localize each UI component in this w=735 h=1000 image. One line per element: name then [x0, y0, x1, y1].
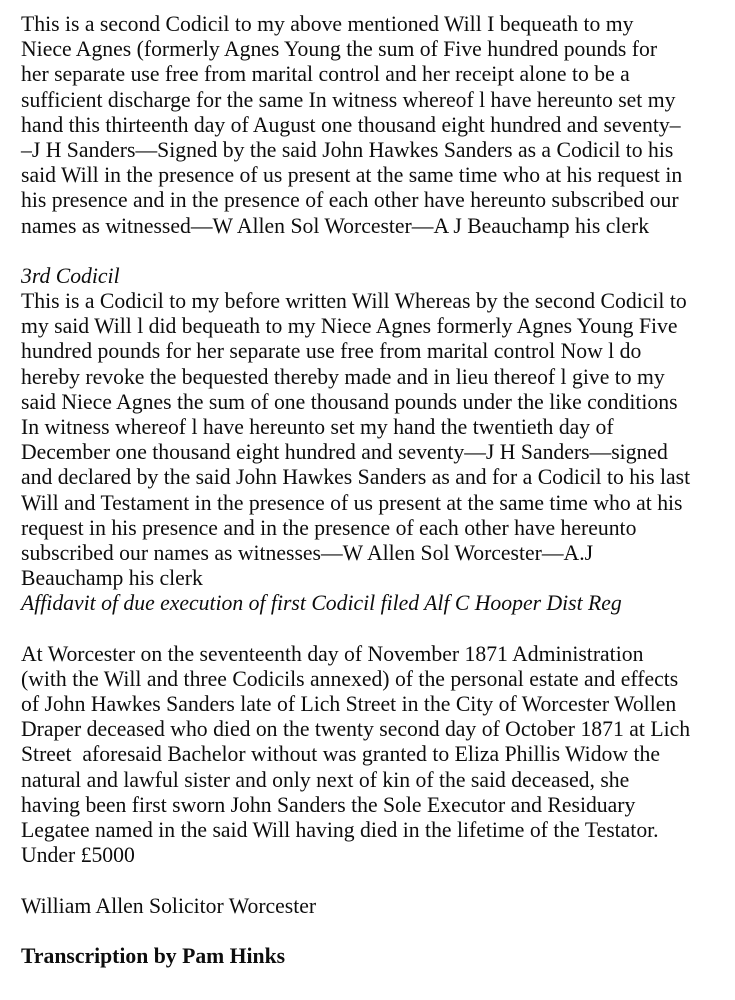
text-line: In witness whereof l have hereunto set my hand the twentieth day of — [21, 415, 614, 439]
text-line: Affidavit of due execution of first Codicil filed Alf C Hooper Dist Reg — [21, 591, 622, 616]
text-line: hand this thirteenth day of August one thousand eight hundred and seventy– — [21, 112, 681, 137]
text-line: sufficient discharge for the same In witness whereof l have hereunto set my — [21, 87, 676, 112]
text-line: natural and lawful sister and only next of kin of the said deceased, she — [21, 767, 630, 792]
text-line: December one thousand eight hundred and seventy—J H Sanders—signed — [21, 440, 668, 465]
text-line: her separate use free from marital control and her receipt alone to be a — [21, 62, 630, 87]
blank-line — [21, 617, 723, 642]
third-codicil-paragraph — [21, 289, 723, 591]
text-line: Beauchamp his clerk — [21, 566, 203, 591]
blank-line — [21, 868, 723, 893]
spacer — [21, 919, 723, 944]
text-line: Under £5000 — [21, 843, 135, 868]
text-line: Niece Agnes (formerly Agnes Young the sum of Five hundred pounds for — [21, 37, 658, 62]
text-line: At Worcester on the seventeenth day of November 1871 Administration — [21, 641, 644, 666]
text-line: request in his presence and in the presence of each other have hereunto — [21, 515, 637, 540]
text-line: Will and Testament in the presence of us present at the same time who at his — [21, 490, 683, 515]
text-line: names as witnessed—W Allen Sol Worcester—A J Beauchamp his clerk — [21, 213, 650, 238]
text-line: This is a Codicil to my before written Will Whereas by the second Codicil to — [21, 289, 687, 314]
text-line: hereby revoke the bequested thereby made and in lieu thereof l give to my — [21, 364, 665, 389]
text-line: and declared by the said John Hawkes Sanders as and for a Codicil to his last — [21, 465, 691, 490]
text-line: said Will in the presence of us present at the same time who at his request in — [21, 163, 683, 188]
text-line: This is a second Codicil to my above mentioned Will I bequeath to my — [21, 12, 634, 36]
text-line: William Allen Solicitor Worcester — [21, 893, 317, 918]
text-line: (with the Will and three Codicils annexed) of the personal estate and effects — [21, 666, 679, 691]
text-line: said Niece Agnes the sum of one thousand pounds under the like conditions — [21, 389, 678, 414]
text-line: his presence and in the presence of each other have hereunto subscribed our — [21, 188, 679, 213]
spacer — [21, 617, 723, 642]
text-line: Transcription by Pam Hinks — [21, 943, 286, 968]
spacer — [21, 868, 723, 893]
blank-line — [21, 239, 723, 264]
affidavit-note — [21, 591, 723, 616]
transcription-credit — [21, 944, 723, 969]
text-line: subscribed our names as witnesses—W Allen Sol Worcester—A.J — [21, 540, 594, 565]
text-line: 3rd Codicil — [21, 263, 120, 288]
spacer — [21, 239, 723, 264]
administration-paragraph — [21, 642, 723, 869]
text-line: my said Will l did bequeath to my Niece Agnes formerly Agnes Young Five — [21, 314, 678, 339]
third-codicil-heading — [21, 264, 723, 289]
second-codicil-paragraph — [21, 12, 723, 239]
text-line: of John Hawkes Sanders late of Lich Street in the City of Worcester Wollen — [21, 692, 677, 717]
text-line: having been first sworn John Sanders the Sole Executor and Residuary — [21, 792, 636, 817]
text-line: hundred pounds for her separate use free from marital control Now l do — [21, 339, 642, 364]
text-line: Street aforesaid Bachelor without was granted to Eliza Phillis Widow the — [21, 742, 660, 767]
solicitor-line — [21, 894, 723, 919]
text-line: Legatee named in the said Will having died in the lifetime of the Testator. — [21, 818, 659, 842]
blank-line — [21, 919, 723, 944]
text-line: Draper deceased who died on the twenty second day of October 1871 at Lich — [21, 717, 691, 742]
text-line: –J H Sanders—Signed by the said John Hawkes Sanders as a Codicil to his — [21, 137, 674, 162]
